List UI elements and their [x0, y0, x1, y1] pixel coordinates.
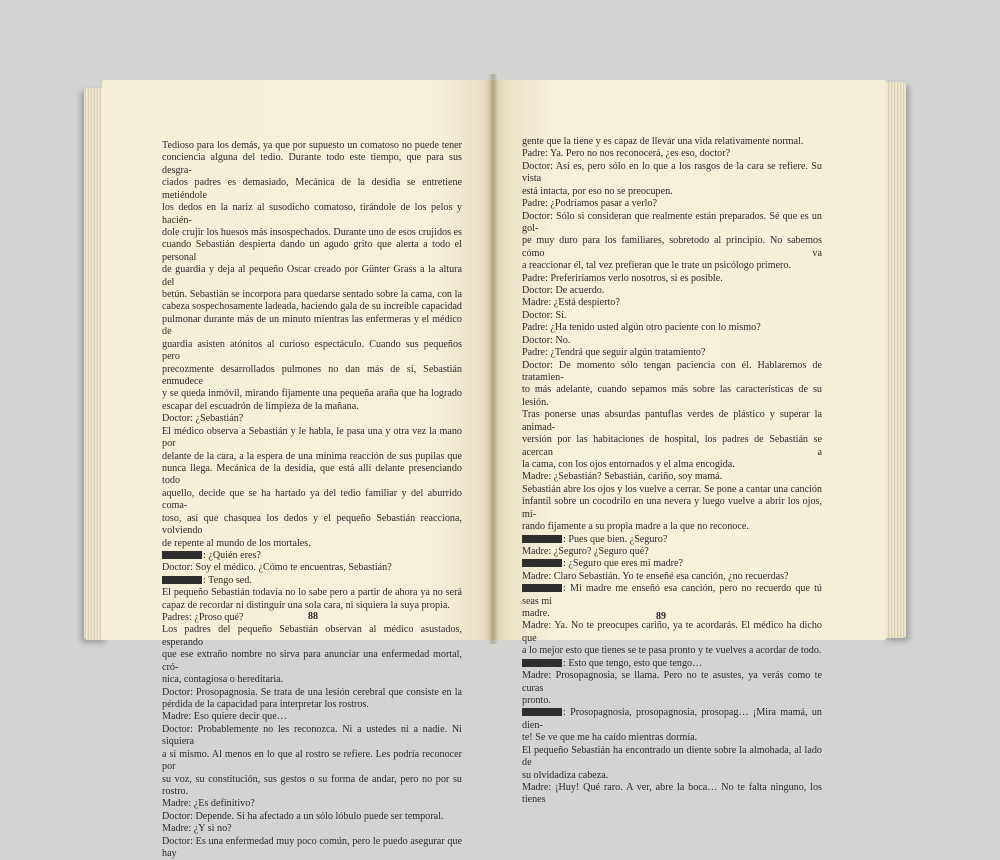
- redacted-name-bar: [162, 551, 202, 559]
- text-line: su olvidadiza cabeza.: [522, 769, 609, 781]
- text-line: y se queda inmóvil, mirando fijamente una pequeña araña que ha logrado: [162, 388, 462, 400]
- text-line-content: : ¿Seguro que eres mi madre?: [563, 558, 684, 570]
- text-line: pe muy duro para los familiares, sobretodo al principio. No sabemos cómo va: [522, 235, 822, 259]
- text-line: precozmente desarrollados pulmones no dan más de sí, Sebastián enmudece: [162, 363, 462, 388]
- text-line-content: : Tengo sed.: [203, 574, 252, 586]
- text-line: delante de la cara, a la espera de una mínima reacción de sus pupilas que: [162, 450, 462, 462]
- text-line-content: : Mi madre me enseñó esa canción, pero no recuerdo que tú seas mi: [522, 583, 822, 607]
- text-line: Padre: ¿Podríamos pasar a verlo?: [522, 198, 657, 210]
- text-line: está intacta, por eso no se preocupen.: [522, 185, 673, 197]
- redacted-name-bar: [162, 576, 202, 584]
- text-line: te! Se ve que me ha caído mientras dormía.: [522, 732, 698, 744]
- text-line: Doctor: Prosopagnosia. Se trata de una lesión cerebral que consiste en la: [162, 686, 462, 698]
- text-line-content: : Prosopagnosia, prosopagnosia, prosopag… ¡Mira mamá, un dien-: [522, 707, 822, 731]
- text-line: Doctor: Así es, pero sólo en lo que a los rasgos de la cara se refiere. Su vista: [522, 160, 822, 185]
- text-line: escapar del escuadrón de limpieza de la mañana.: [162, 400, 359, 412]
- text-line: Madre: ¿Y si no?: [162, 823, 232, 835]
- text-line: Padre: ¿Tendrá que seguir algún tratamiento?: [522, 347, 706, 359]
- text-line: betún. Sebastián se incorpora para quedarse sentado sobre la cama, con la: [162, 289, 462, 301]
- text-line: Madre: ¿Está despierto?: [522, 297, 620, 309]
- text-line: [522, 534, 822, 546]
- text-line: Doctor: Soy el médico. ¿Cómo te encuentras, Sebastián?: [162, 562, 392, 574]
- text-line: Tedioso para los demás, ya que por supuesto un comatoso no puede tener: [162, 140, 462, 151]
- text-line: [162, 550, 462, 562]
- text-line: cabeza sospechosamente ladeada, haciendo gala de su increíble capacidad: [162, 301, 462, 313]
- text-line: Doctor: Sólo si consideran que realmente están preparados. Sé que es un gol-: [522, 210, 822, 234]
- text-line: Doctor: De acuerdo.: [522, 285, 605, 297]
- text-line: Doctor: ¿Sebastián?: [162, 413, 244, 425]
- text-line: Sebastián abre los ojos y los vuelve a cerrar. Se pone a cantar una canción: [522, 483, 822, 495]
- text-line-content: : Pues que bien. ¿Seguro?: [563, 533, 668, 545]
- text-line: Madre: Ya. No te preocupes cariño, ya te acordarás. El médico ha dicho que: [522, 620, 822, 644]
- text-line: El pequeño Sebastián ha encontrado un diente sobre la almohada, al lado de: [522, 744, 822, 769]
- text-line: de repente al mundo de los mortales.: [162, 537, 311, 549]
- text-line: aquello, decide que se ha hartado ya del tedio familiar y del aburrido coma-: [162, 487, 462, 512]
- text-line: Doctor: Sí.: [522, 309, 567, 321]
- redacted-name-bar: [522, 535, 562, 543]
- text-line: los dedos en la nariz al susodicho comatoso, tirándole de los pelos y hacién-: [162, 202, 462, 226]
- text-line: de guardia y deja al pequeño Oscar creado por Günter Grass a la altura del: [162, 264, 462, 288]
- text-line: nica, contagiosa o hereditaria.: [162, 674, 284, 686]
- page-edges-right: [884, 82, 906, 638]
- text-line: Madre: Prosopagnosia, se llama. Pero no te asustes, ya verás como te curas: [522, 670, 822, 694]
- text-line: su voz, su constitución, sus gestos o su forma de andar, pero no por su rostro.: [162, 773, 462, 797]
- page-number: 88: [308, 611, 318, 622]
- text-line: [522, 558, 822, 570]
- text-line: a lo mejor esto que tienes se te pasa pronto y te vuelves a acordar de todo.: [522, 645, 822, 657]
- right-page: [492, 80, 886, 806]
- text-line: Madre: Eso quiere decir que…: [162, 711, 287, 723]
- text-line: cuando Sebastián despierta dando un agudo grito que alerta a todo el personal: [162, 239, 462, 263]
- text-line: Tras ponerse unas absurdas pantuflas verdes de plástico y superar la animad-: [522, 409, 822, 433]
- text-line: dole crujir los huesos más insospechados. Durante uno de esos crujidos es: [162, 226, 462, 238]
- text-line: la cama, con los ojos entornados y el alma encogida.: [522, 458, 735, 470]
- text-line: Los padres del pequeño Sebastián observan al médico asustados, esperando: [162, 624, 462, 648]
- text-line: Madre: ¡Huy! Qué raro. A ver, abre la boca… No te falta ninguno, los tienes: [522, 781, 822, 806]
- text-line: conciencia alguna del tedio. Durante todo este tiempo, que para sus desgra-: [162, 152, 462, 176]
- text-line: ciados padres es demasiado, Mecánica de la desidia se entretiene metiéndole: [162, 177, 462, 201]
- book-spine: [488, 74, 498, 644]
- text-line-content: : Esto que tengo, esto que tengo…: [563, 657, 703, 669]
- text-line: guardia asisten atónitos al curioso espectáculo. Cuando sus pequeños pero: [162, 338, 462, 363]
- text-line: Doctor: Probablemente no les reconozca. Ni a ustedes ni a nadie. Ni siquiera: [162, 723, 462, 748]
- text-line: Padre: Preferiríamos verlo nosotros, si es posible.: [522, 272, 723, 284]
- text-line: Padre: ¿Ha tenido usted algún otro paciente con lo mismo?: [522, 322, 761, 334]
- text-line: [522, 658, 822, 670]
- text-line: a sí mismo. Al menos en lo que al rostro se refiere. Les podría reconocer por: [162, 748, 462, 773]
- redacted-name-bar: [522, 708, 562, 716]
- text-line: to más adelante, cuando sepamos más sobre las características de su lesión.: [522, 384, 822, 408]
- text-line: Madre: ¿Seguro? ¿Seguro qué?: [522, 545, 649, 557]
- text-line: Doctor: No.: [522, 334, 571, 346]
- text-line: a reaccionar él, tal vez prefieran que le trate un psicólogo primero.: [522, 260, 792, 272]
- text-line-content: : ¿Quién eres?: [203, 549, 261, 561]
- text-line: Padre: Ya. Pero no nos reconocerá, ¿es eso, doctor?: [522, 148, 731, 160]
- text-line: pérdida de la capacidad para interpretar los rostros.: [162, 698, 369, 710]
- redacted-name-bar: [522, 659, 562, 667]
- text-line: pulmonar durante más de un minuto mientras las enfermeras y el médico de: [162, 313, 462, 338]
- text-line: que ese extraño nombre no sirva para anunciar una enfermedad mortal, cró-: [162, 649, 462, 673]
- right-page-body: [522, 136, 822, 807]
- text-line: [162, 575, 462, 587]
- page-number: 89: [656, 611, 666, 622]
- left-page: [102, 80, 494, 860]
- text-line: Padres: ¿Proso qué?: [162, 612, 244, 624]
- text-line: El pequeño Sebastián todavía no lo sabe pero a partir de ahora ya no será: [162, 587, 462, 599]
- left-page-body: [162, 140, 462, 860]
- text-line: Madre: Claro Sebastián. Yo te enseñé esa canción, ¿no recuerdas?: [522, 570, 789, 582]
- text-line: [522, 583, 822, 608]
- text-line: El médico observa a Sebastián y le habla, le pasa una y otra vez la mano por: [162, 425, 462, 450]
- text-line: pronto.: [522, 694, 551, 706]
- redacted-name-bar: [522, 584, 562, 592]
- text-line: Doctor: Es una enfermedad muy poco común, pero le puedo asegurar que hay: [162, 835, 462, 860]
- text-line: Doctor: Depende. Si ha afectado a un sólo lóbulo puede ser temporal.: [162, 810, 444, 822]
- text-line: Doctor: De momento sólo tengan paciencia con él. Hablaremos de tratamien-: [522, 359, 822, 384]
- text-line: capaz de recordar ni distinguir una sola cara, ni siquiera la suya propia.: [162, 599, 450, 611]
- redacted-name-bar: [522, 559, 562, 567]
- text-line: versión por las habitaciones de hospital, los padres de Sebastián se acercan a: [522, 434, 822, 458]
- text-line: Madre: ¿Sebastián? Sebastián, cariño, soy mamá.: [522, 471, 723, 483]
- text-line: rando fijamente a su propia madre a la que no reconoce.: [522, 521, 749, 533]
- text-line: infantil sobre un cocodrilo en una nevera y luego vuelve a abrir los ojos, mi-: [522, 496, 822, 520]
- open-book: [88, 74, 900, 860]
- text-line: gente que la tiene y es capaz de llevar una vida relativamente normal.: [522, 136, 804, 147]
- text-line: toso, así que chasquea los dedos y el pequeño Sebastián reacciona, volviendo: [162, 512, 462, 537]
- text-line: Madre: ¿Es definitivo?: [162, 798, 255, 810]
- text-line: madre.: [522, 608, 550, 620]
- text-line: nunca llega. Mecánica de la desidia, que está allí delante presenciando todo: [162, 462, 462, 487]
- text-line: [522, 707, 822, 732]
